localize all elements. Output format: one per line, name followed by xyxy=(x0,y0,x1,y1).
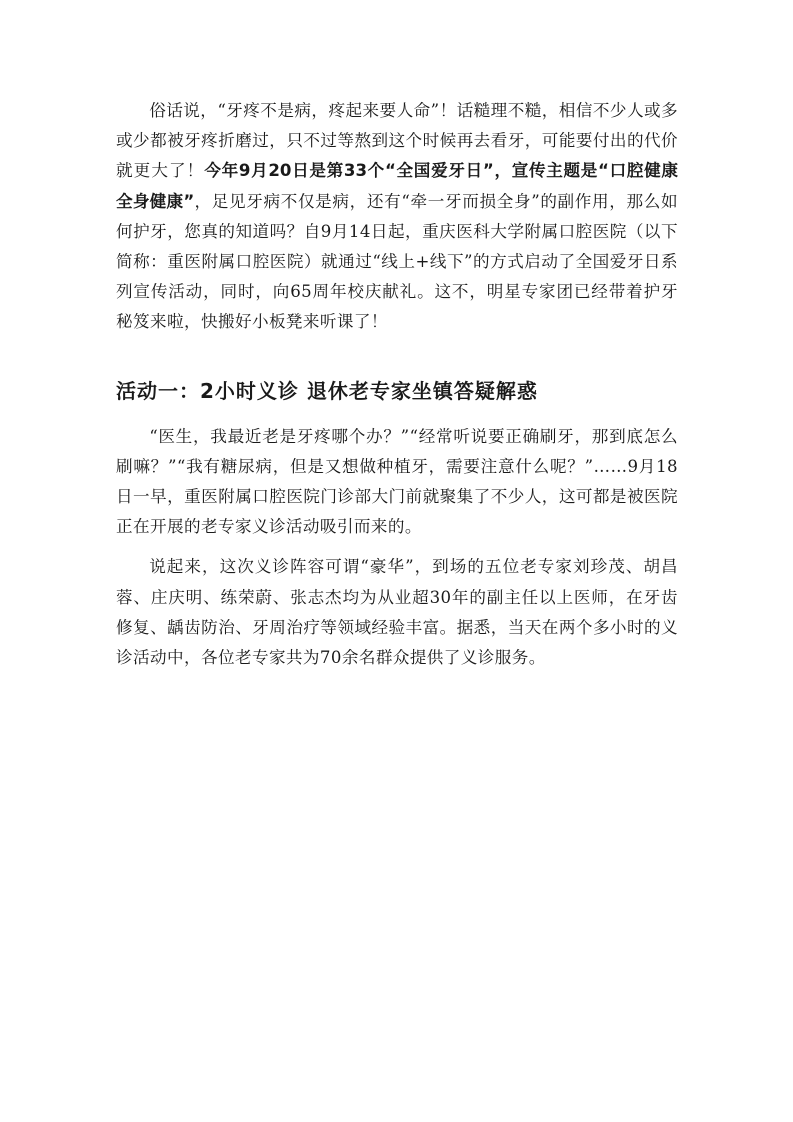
section-paragraph-2: 说起来，这次义诊阵容可谓“豪华”，到场的五位老专家刘珍茂、胡昌蓉、庄庆明、练荣蔚、张志杰均为从业超30年的副主任以上医师，在牙齿修复、龋齿防治、牙周治疗等领域经验丰富。据悉，当天在两个多小时的义诊活动中，各位老专家共为70余名群众提供了义诊服务。 xyxy=(116,557,678,668)
section-paragraph-1: “医生，我最近老是牙疼哪个办？”“经常听说要正确刷牙，那到底怎么刷嘛？”“我有糖尿病，但是又想做种植牙，需要注意什么呢？”……9月18日一早，重医附属口腔医院门诊部大门前就聚集了不少人，这可都是被医院正在开展的老专家义诊活动吸引而来的。 xyxy=(116,426,678,537)
intro-paragraph xyxy=(116,96,678,338)
intro-text-part1: 俗话说，“牙疼不是病，疼起来要人命”！话糙理不糙，相信不少人或多或少都被牙疼折磨过，只不过等熬到这个时候再去看牙，可能要付出的代价就更大了！ xyxy=(116,101,678,181)
section-heading: 活动一：2小时义诊 退休老专家坐镇答疑解惑 xyxy=(116,378,538,403)
intro-text-part2: ，足见牙病不仅是病，还有“牵一牙而损全身”的副作用，那么如何护牙，您真的知道吗？自9月14日起，重庆医科大学附属口腔医院（以下简称：重医附属口腔医院）就通过“线上+线下”的方式启动了全国爱牙日系列宣传活动，同时，向65周年校庆献礼。这不，明星专家团已经带着护牙秘笈来啦，快搬好小板凳来听课了！ xyxy=(116,191,678,332)
document-page xyxy=(116,96,678,673)
intro-bold-highlight: 今年9月20日是第33个“全国爱牙日”，宣传主题是“口腔健康 全身健康” xyxy=(116,161,679,211)
